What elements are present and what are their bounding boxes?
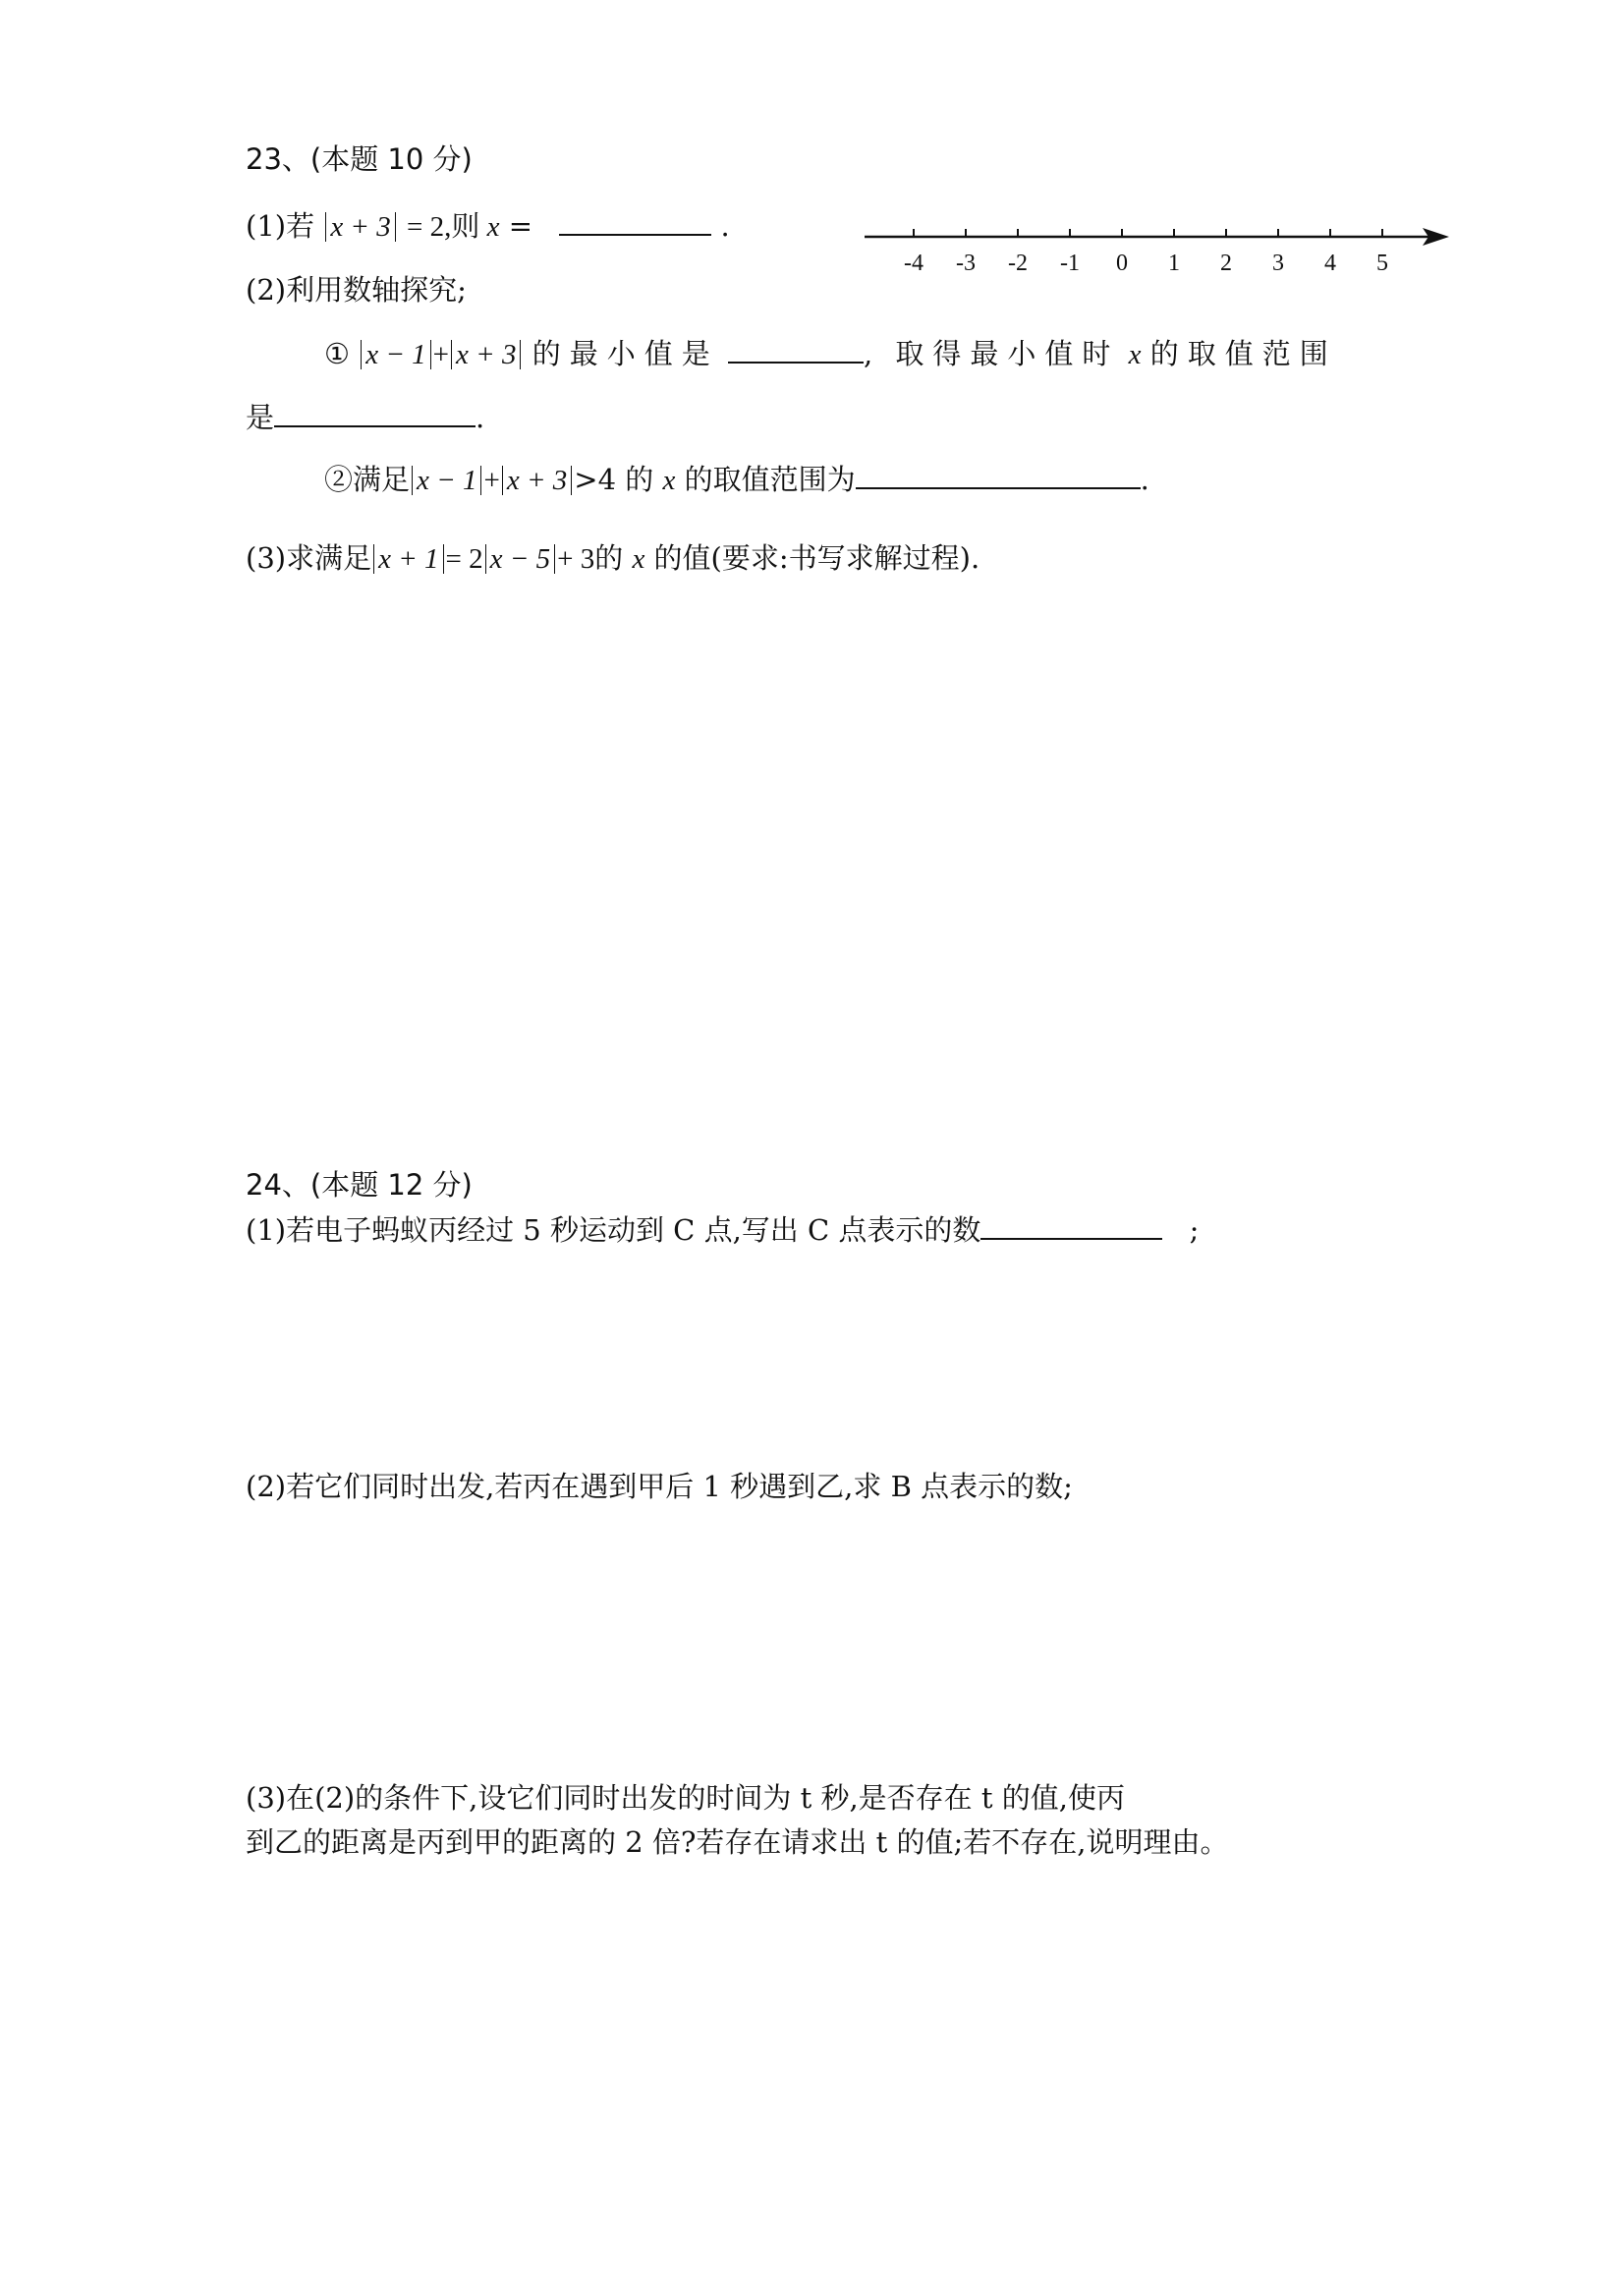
q23-part3 xyxy=(246,538,979,579)
q23-part2b-label: 的取值范围为 xyxy=(684,463,856,496)
q23-part3-abs1: x + 1 xyxy=(373,544,443,574)
q23-part2b-gt: >4 的 xyxy=(574,463,654,496)
q23-part3-var: x xyxy=(632,543,645,575)
q23-part2a-plus: + xyxy=(432,339,450,370)
q23-part2b-abs1: x − 1 xyxy=(412,466,481,495)
q23-part3-tail: + 3 xyxy=(557,543,595,575)
q23-part1-equals: = 2,则 xyxy=(406,211,487,243)
q23-part2a-text1: 的最小值是 xyxy=(532,337,719,370)
q23-part2b-range-blank[interactable] xyxy=(856,460,1141,489)
number-line xyxy=(855,211,1464,300)
number-line-tick-label: -2 xyxy=(1008,251,1028,276)
q23-part2a-var: x xyxy=(1128,339,1142,370)
number-line-tick-label: -1 xyxy=(1060,251,1080,276)
q23-part3-text2: 的值(要求:书写求解过程). xyxy=(653,541,980,575)
q23-part2a-comma: , xyxy=(863,337,873,370)
q24-part2: (2)若它们同时出发,若丙在遇到甲后 1 秒遇到乙,求 B 点表示的数; xyxy=(246,1470,1073,1503)
q24-part3-line1: (3)在(2)的条件下,设它们同时出发的时间为 t 秒,是否存在 t 的值,使丙 xyxy=(246,1781,1125,1815)
q23-part2a-text3: 的取值范围 xyxy=(1149,337,1337,370)
q23-part2a xyxy=(324,334,1337,374)
number-line-tick-label: 5 xyxy=(1376,251,1388,276)
number-line-tick-label: 4 xyxy=(1324,251,1336,276)
q23-part2b-abs2: x + 3 xyxy=(502,466,572,495)
q23-part1-end: . xyxy=(720,209,730,243)
q24-part1-answer-blank[interactable] xyxy=(980,1210,1162,1240)
q23-part2a-circle: ① xyxy=(324,337,350,370)
q23-part2a-line2 xyxy=(246,398,484,437)
q23-part2a-line2-start: 是 xyxy=(246,401,275,434)
number-line-tick-label: 1 xyxy=(1168,251,1180,276)
q23-part3-label: (3)求满足 xyxy=(246,541,372,575)
q24-heading: 24、(本题 12 分) xyxy=(246,1168,473,1202)
q23-part2a-text2: 取得最小值时 xyxy=(895,337,1120,370)
q23-part2b-text: ②满足 xyxy=(324,463,411,496)
number-line-tick-label: -3 xyxy=(956,251,976,276)
q23-part3-text1: 的 xyxy=(594,541,624,575)
q23-part1-abs: x + 3 xyxy=(325,212,395,242)
q23-part1-eq2: = xyxy=(508,209,532,243)
q24-part1 xyxy=(246,1210,1199,1250)
q23-part2b-end: . xyxy=(1140,463,1149,496)
q23-part3-mid: = 2 xyxy=(445,543,483,575)
number-line-tick-label: 2 xyxy=(1220,251,1232,276)
q23-part2a-abs1: x − 1 xyxy=(361,340,430,369)
q23-part2a-line2-end: . xyxy=(476,401,485,434)
q24-part1-text: (1)若电子蚂蚁丙经过 5 秒运动到 C 点,写出 C 点表示的数 xyxy=(246,1213,981,1247)
q23-part2a-abs2: x + 3 xyxy=(451,340,521,369)
q23-part2b-plus: + xyxy=(483,465,500,496)
q23-part2b xyxy=(324,460,1149,500)
q23-heading: 23、(本题 10 分) xyxy=(246,142,473,176)
q24-part3-line2: 到乙的距离是丙到甲的距离的 2 倍?若存在请求出 t 的值;若不存在,说明理由。 xyxy=(246,1825,1229,1859)
number-line-tick-label: 3 xyxy=(1272,251,1284,276)
q23-part1-label: (1)若 xyxy=(246,209,315,243)
number-line-tick-label: -4 xyxy=(904,251,923,276)
q24-part1-end: ; xyxy=(1189,1213,1200,1247)
q23-part2a-range-blank[interactable] xyxy=(274,398,476,427)
q23-part1-answer-blank[interactable] xyxy=(559,206,711,236)
q23-part1 xyxy=(246,206,730,247)
number-line-tick-label: 0 xyxy=(1116,251,1128,276)
q23-part3-abs2: x − 5 xyxy=(485,544,555,574)
q23-part2: (2)利用数轴探究; xyxy=(246,273,467,307)
q23-part2b-var: x xyxy=(662,465,676,496)
q23-part1-var: x xyxy=(486,211,500,243)
q23-part2a-min-blank[interactable] xyxy=(728,334,864,364)
